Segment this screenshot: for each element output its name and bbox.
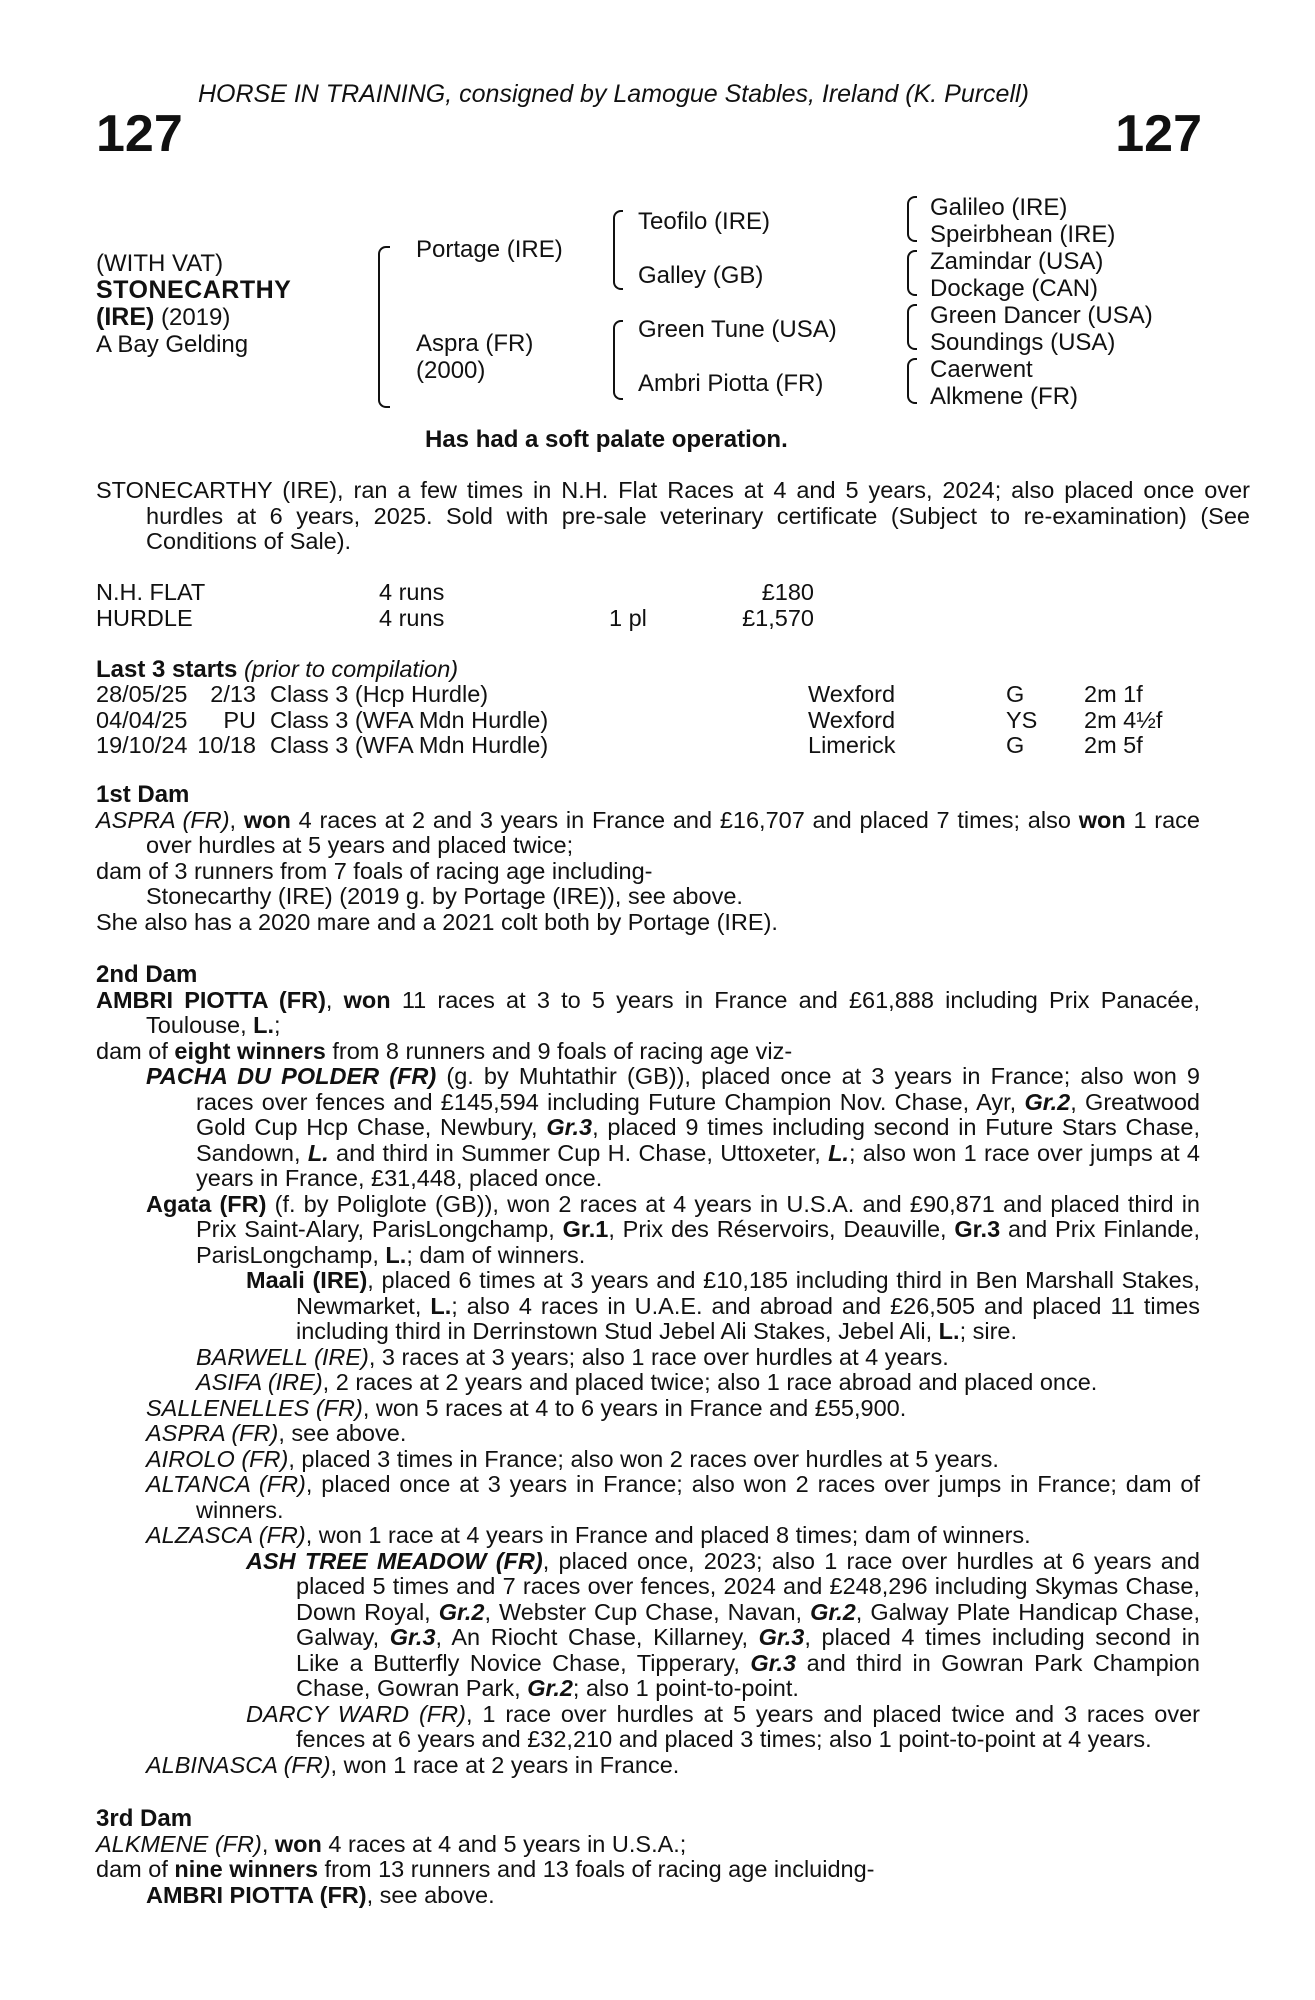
pedigree-sire: Portage (IRE) [416, 236, 563, 263]
record-row: HURDLE 4 runs 1 pl £1,570 [96, 604, 814, 631]
progeny-ash-tree-meadow: ASH TREE MEADOW (FR), placed once, 2023; also 1 race over hurdles at 6 years and placed 5 times and 7 races over fences, 2024 and £248,296 including Skymas Chase, Down Royal, Gr.2, Webster Cup Chase, Navan, Gr.2, Galway Plate Handicap Chase, Galway, Gr.3, An Riocht Chase, Killarney, Gr.3, placed 4 times including second in Like a Butterfly Novice Chase, Tipperary, Gr.3 and third in Gowran Park Champion Chase, Gowran Park, Gr.2; also 1 point-to-point. [246, 1547, 1200, 1701]
horse-name: STONECARTHY [96, 276, 292, 304]
third-dam-record: ALKMENE (FR), won 4 races at 4 and 5 years in U.S.A.; [96, 1830, 687, 1857]
horse-description: A Bay Gelding [96, 331, 249, 358]
first-dam-heading: 1st Dam [96, 781, 190, 808]
pedigree-dam-dam: Ambri Piotta (FR) [638, 370, 824, 397]
progeny-barwell: BARWELL (IRE), 3 races at 3 years; also 1 race over hurdles at 4 years. [196, 1343, 949, 1370]
race-summary: STONECARTHY (IRE), ran a few times in N.H. Flat Races at 4 and 5 years, 2024; also placed once over hurdles at 6 years, 2025. Sold with pre-sale veterinary certificate (Subject to re-examination) (See Conditions of Sale). [96, 477, 1250, 554]
progeny-maali: Maali (IRE), placed 6 times at 3 years and £10,185 including third in Ben Marshall Stakes, Newmarket, L.; also 4 races in U.A.E. and abroad and £26,505 and placed 11 times including third in Derrinstown Stud Jebel Ali Stakes, Jebel Ali, L.; sire. [246, 1267, 1200, 1344]
lot-number-left: 127 [96, 105, 183, 163]
progeny-albinasca: ALBINASCA (FR), won 1 race at 2 years in France. [146, 1751, 680, 1778]
third-dam-progeny: AMBRI PIOTTA (FR), see above. [146, 1881, 495, 1908]
lot-number-right: 127 [1115, 105, 1202, 163]
progeny-airolo: AIROLO (FR), placed 3 times in France; also won 2 races over hurdles at 5 years. [146, 1445, 999, 1472]
progeny-alzasca: ALZASCA (FR), won 1 race at 4 years in France and placed 8 times; dam of winners. [146, 1522, 1031, 1548]
first-dam-note: She also has a 2020 mare and a 2021 colt both by Portage (IRE). [96, 908, 778, 935]
first-dam-produce: dam of 3 runners from 7 foals of racing age including- [96, 857, 653, 884]
progeny-altanca: ALTANCA (FR), placed once at 3 years in France; also won 2 races over jumps in France; dam of winners. [146, 1471, 1200, 1523]
second-dam-section [96, 962, 1200, 1778]
start-row: 04/04/25 PU Class 3 (WFA Mdn Hurdle) Wexford YS 2m 4½f [96, 706, 1163, 733]
vat-label: (WITH VAT) [96, 250, 224, 277]
pedigree-brace-g4 [907, 358, 917, 404]
third-dam-heading: 3rd Dam [96, 1805, 193, 1832]
record-row: N.H. FLAT 4 runs £180 [96, 579, 814, 605]
progeny-asifa: ASIFA (IRE), 2 races at 2 years and placed twice; also 1 race abroad and placed once. [196, 1369, 1098, 1395]
first-dam-progeny: Stonecarthy (IRE) (2019 g. by Portage (IRE)), see above. [146, 883, 743, 909]
pedigree-brace-sire-line [613, 210, 623, 290]
second-dam-heading: 2nd Dam [96, 961, 198, 988]
third-dam-produce: dam of nine winners from 13 runners and 13 foals of racing age incluidng- [96, 1856, 875, 1882]
pedigree-brace-dam-line [613, 320, 623, 400]
pedigree-sire-dam: Galley (GB) [638, 262, 764, 289]
progeny-darcy-ward: DARCY WARD (FR), 1 race over hurdles at 5 years and placed twice and 3 races over fences at 6 years and £32,210 and placed 3 times; also 1 point-to-point at 4 years. [246, 1700, 1200, 1752]
pedigree-brace-sire-dam [378, 246, 390, 408]
race-record-table [96, 580, 814, 631]
progeny-pacha-du-polder: PACHA DU POLDER (FR) (g. by Muhtathir (GB)), placed once at 3 years in France; also won 9 races over fences and £145,594 including Future Champion Nov. Chase, Ayr, Gr.2, Greatwood Gold Cup Hcp Chase, Newbury, Gr.3, placed 9 times including second in Future Stars Chase, Sandown, L. and third in Summer Cup H. Chase, Uttoxeter, L.; also won 1 race over jumps at 4 years in France, £31,448, placed once. [146, 1063, 1201, 1191]
progeny-sallenelles: SALLENELLES (FR), won 5 races at 4 to 6 years in France and £55,900. [146, 1394, 907, 1421]
last-starts-heading: Last 3 starts (prior to compilation) [96, 656, 459, 683]
horse-identity [96, 250, 291, 358]
progeny-aspra: ASPRA (FR), see above. [146, 1420, 407, 1446]
start-row: 19/10/24 10/18 Class 3 (WFA Mdn Hurdle) Limerick G 2m 5f [96, 732, 1143, 758]
pedigree-sire-sire: Teofilo (IRE) [638, 208, 771, 235]
pedigree-great-grandparents: Galileo (IRE) Speirbhean (IRE) Zamindar (USA) Dockage (CAN) Green Dancer (USA) Soundings (USA) Caerwent Alkmene (FR) [930, 194, 1153, 410]
pedigree-note: Has had a soft palate operation. [425, 426, 788, 453]
pedigree-dam-sire: Green Tune (USA) [638, 316, 837, 343]
pedigree-brace-g3 [907, 304, 917, 350]
first-dam-section [96, 782, 1200, 935]
progeny-agata: Agata (FR) (f. by Poliglote (GB)), won 2 races at 4 years in U.S.A. and £90,871 and placed third in Prix Saint-Alary, ParisLongchamp, Gr.1, Prix des Réservoirs, Deauville, Gr.3 and Prix Finlande, ParisLongchamp, L.; dam of winners. [146, 1190, 1200, 1268]
first-dam-record: ASPRA (FR), won 4 races at 2 and 3 years in France and £16,707 and placed 7 times; also won 1 race over hurdles at 5 years and placed twice; [96, 806, 1201, 858]
pedigree-brace-g2 [907, 250, 917, 296]
start-row: 28/05/25 2/13 Class 3 (Hcp Hurdle) Wexford G 2m 1f [96, 681, 1143, 707]
second-dam-produce: dam of eight winners from 8 runners and 9 foals of racing age viz- [96, 1037, 793, 1064]
second-dam-record: AMBRI PIOTTA (FR), won 11 races at 3 to 5 years in France and £61,888 including Prix Panacée, Toulouse, L.; [96, 986, 1201, 1038]
pedigree-brace-g1 [907, 196, 917, 242]
third-dam-section [96, 1806, 1200, 1908]
last-starts-table [96, 682, 1162, 759]
page-title: HORSE IN TRAINING, consigned by Lamogue Stables, Ireland (K. Purcell) [198, 80, 1029, 108]
pedigree-dam: Aspra (FR) (2000) [416, 330, 534, 384]
horse-origin-year: (IRE) (2019) [96, 303, 231, 331]
